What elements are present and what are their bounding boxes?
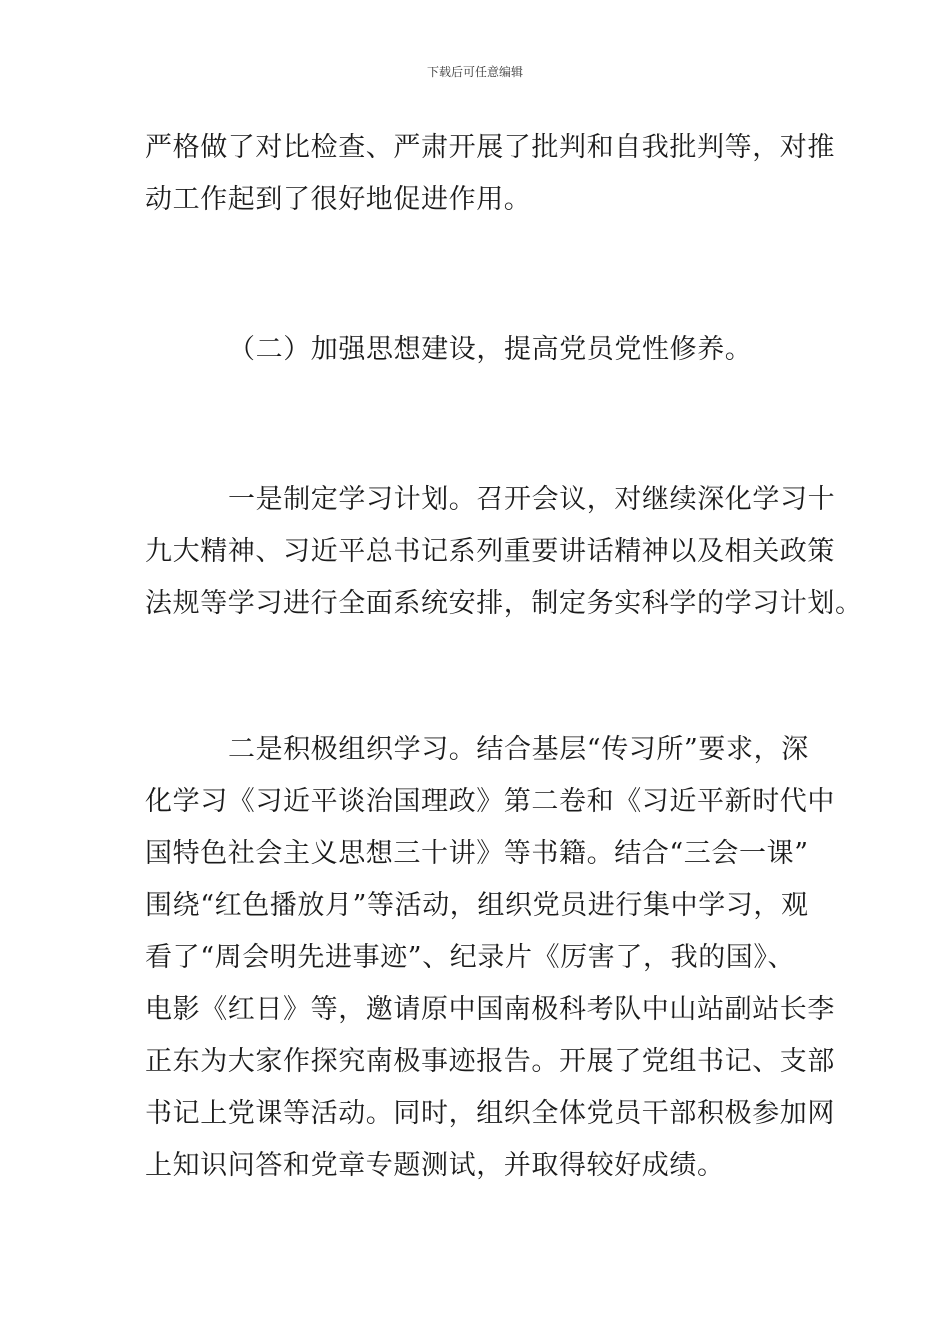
text-line: 二是积极组织学习。结合基层“传习所”要求，深: [228, 734, 809, 765]
text-line: 看了“周会明先进事迹”、纪录片《厉害了，我的国》、: [145, 942, 796, 973]
text-line: 国特色社会主义思想三十讲》等书籍。结合“三会一课”: [145, 838, 809, 869]
text-line: 化学习《习近平谈治国理政》第二卷和《习近平新时代中: [145, 786, 835, 817]
text-line: 电影《红日》等，邀请原中国南极科考队中山站副站长李: [145, 994, 835, 1025]
page-header: 下载后可任意编辑: [426, 65, 523, 79]
text-line: 围绕“红色播放月”等活动，组织党员进行集中学习，观: [145, 890, 809, 921]
text-line: 正东为大家作探究南极事迹报告。开展了党组书记、支部: [145, 1046, 835, 1077]
text-line: 九大精神、习近平总书记系列重要讲话精神以及相关政策: [145, 536, 835, 567]
heading-line: （二）加强思想建设，提高党员党性修养。: [228, 334, 753, 365]
text-line: 一是制定学习计划。召开会议，对继续深化学习十: [228, 484, 836, 515]
text-line: 法规等学习进行全面系统安排，制定务实科学的学习计划。: [145, 588, 863, 619]
text-line: 动工作起到了很好地促进作用。: [145, 184, 532, 215]
text-line: 上知识问答和党章专题测试，并取得较好成绩。: [145, 1150, 725, 1181]
text-line: 严格做了对比检查、严肃开展了批判和自我批判等，对推: [145, 132, 835, 163]
text-line: 书记上党课等活动。同时，组织全体党员干部积极参加网: [145, 1098, 835, 1129]
